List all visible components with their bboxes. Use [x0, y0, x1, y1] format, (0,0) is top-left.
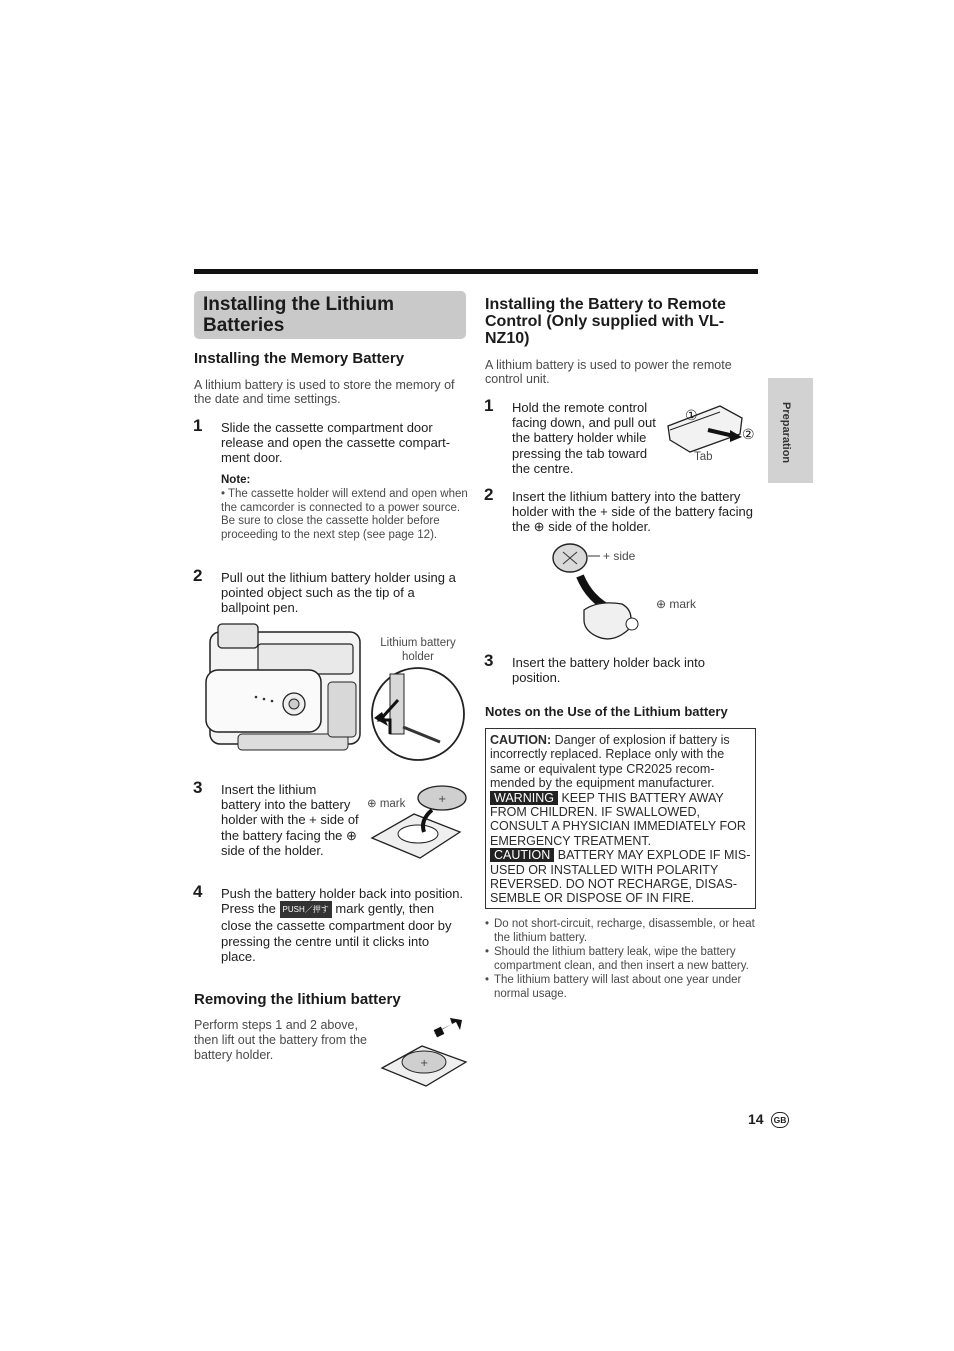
top-rule	[194, 269, 758, 274]
step-text: Insert the lithium battery into the battery holder with the + side of the battery facing the ⊕ side of the holder.	[221, 782, 359, 858]
caution-box	[485, 728, 756, 909]
side-tab-label: Preparation	[780, 402, 792, 464]
step-number: 1	[193, 416, 203, 435]
battery-holder-illustration	[368, 780, 468, 862]
step-number: 1	[484, 396, 494, 415]
holder-label: Lithium battery holder	[380, 637, 456, 663]
list-item: • Should the lithium battery leak, wipe the battery compartment clean, and then insert a new battery.	[485, 946, 760, 973]
push-mark: PUSH／押す	[280, 901, 332, 918]
step-text: Insert the lithium battery into the battery holder with the + side of the battery facing the ⊕ side of the holder.	[512, 489, 754, 535]
section-title-box	[194, 291, 466, 339]
notes-list	[485, 918, 760, 1003]
svg-text:+: +	[420, 1058, 429, 1069]
warning-text: KEEP THIS BATTERY AWAY FROM CHILDREN. IF SWALLOWED, CONSULT A PHYSICIAN IMMEDIATELY FOR EMERGENCY TREATMENT.	[490, 790, 746, 848]
mark-label: ⊕ mark	[367, 798, 406, 810]
step-text: Insert the battery holder back into position.	[512, 655, 705, 686]
region-badge: GB	[771, 1112, 789, 1128]
section-title: Installing the Lithium Batteries	[203, 294, 395, 336]
mark-label: ⊕ mark	[656, 597, 697, 611]
step-number: 2	[484, 485, 494, 504]
memory-heading: Installing the Memory Battery	[194, 350, 405, 367]
callout-1: ①	[685, 407, 698, 423]
removing-heading: Removing the lithium battery	[194, 991, 401, 1008]
remote-intro: A lithium battery is used to power the remote control unit.	[485, 358, 732, 386]
step-text-part: mark gently, then close the cassette compartment door by pressing the centre until it clicks into place.	[221, 901, 452, 964]
step-text: Hold the remote control facing down, and pull out the battery holder while pressing the tab toward the centre.	[512, 400, 656, 476]
side-label: + side	[603, 549, 636, 563]
svg-text:+: +	[438, 794, 447, 805]
caution2-label: CAUTION	[490, 848, 554, 862]
note-label: Note:	[221, 474, 251, 486]
warning-label: WARNING	[490, 791, 558, 805]
note-bullet: •	[221, 488, 229, 500]
callout-2: ②	[742, 426, 755, 442]
caution-paragraph	[490, 733, 751, 791]
step-text	[221, 886, 466, 964]
step-text-part: Push the battery holder back into position. Press the	[221, 886, 464, 917]
removing-text: Perform steps 1 and 2 above, then lift out the battery from the battery holder.	[194, 1018, 368, 1062]
step-number: 3	[193, 778, 203, 797]
step-text: Pull out the lithium battery holder using a pointed object such as the tip of a ballpoint pen.	[221, 570, 456, 616]
step-number: 2	[193, 566, 203, 585]
note-text	[221, 488, 468, 542]
page-number: 14	[748, 1111, 764, 1127]
list-item: • Do not short-circuit, recharge, disassemble, or heat the lithium battery.	[485, 918, 760, 945]
remove-battery-illustration	[380, 1018, 470, 1090]
list-item: • The lithium battery will last about one year under normal usage.	[485, 974, 760, 1001]
remote-heading: Installing the Battery to Remote Control (Only supplied with VL-NZ10)	[485, 296, 726, 347]
side-tab	[768, 378, 813, 483]
step-number: 3	[484, 651, 494, 670]
caution-label: CAUTION:	[490, 733, 552, 747]
caution2-text: BATTERY MAY EXPLODE IF MIS-USED OR INSTALLED WITH POLARITY REVERSED. DO NOT RECHARGE, DISAS-SEMBLE OR DISPOSE OF IN FIRE.	[490, 848, 751, 906]
caution2-paragraph	[490, 848, 751, 906]
notes-heading: Notes on the Use of the Lithium battery	[485, 704, 728, 719]
memory-intro: A lithium battery is used to store the memory of the date and time settings.	[194, 378, 455, 406]
caution-text: Danger of explosion if battery is incorrectly replaced. Replace only with the same or equivalent type CR2025 recom-mended by the equipment manufacturer.	[490, 733, 730, 791]
note-body: The cassette holder will extend and open when the camcorder is connected to a power source. Be sure to close the cassette holder before proceeding to the next step (see page 12).	[221, 488, 468, 541]
step-number: 4	[193, 882, 203, 901]
tab-label: Tab	[694, 451, 713, 463]
step-text: Slide the cassette compartment door release and open the cassette compart-ment door.	[221, 420, 451, 466]
warning-paragraph	[490, 791, 751, 849]
